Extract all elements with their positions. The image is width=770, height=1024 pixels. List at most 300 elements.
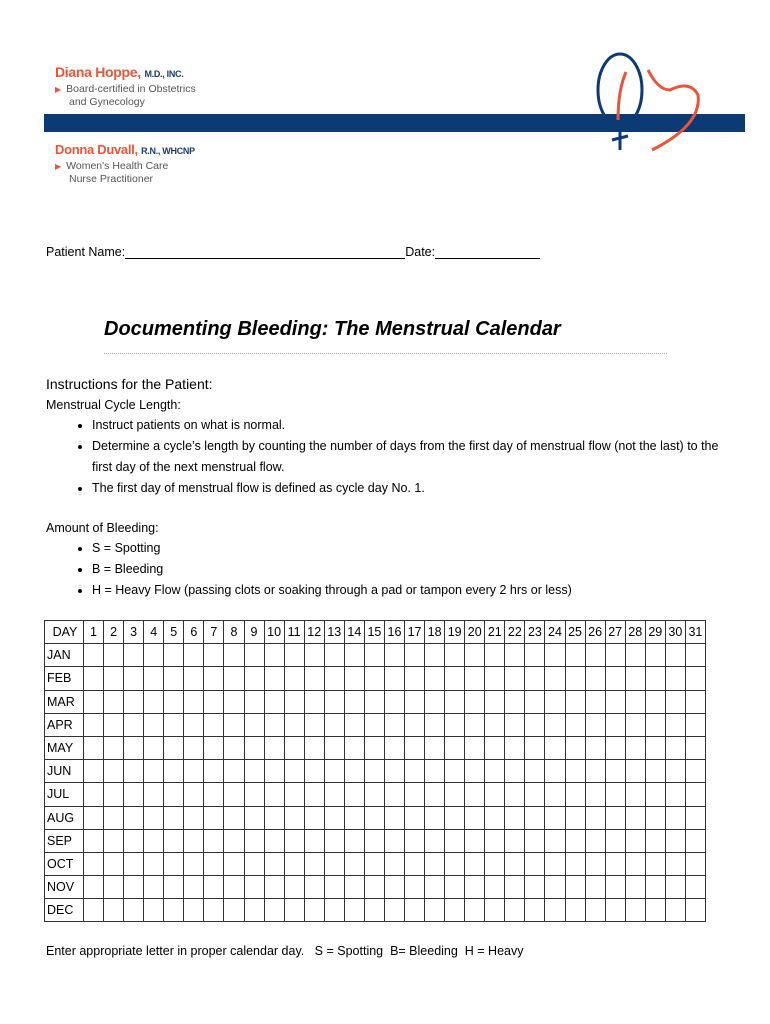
calendar-day-cell[interactable] bbox=[445, 829, 465, 852]
calendar-day-cell[interactable] bbox=[625, 690, 645, 713]
calendar-day-cell[interactable] bbox=[384, 667, 404, 690]
calendar-day-cell[interactable] bbox=[545, 644, 565, 667]
calendar-day-cell[interactable] bbox=[625, 736, 645, 759]
calendar-day-cell[interactable] bbox=[124, 667, 144, 690]
calendar-day-cell[interactable] bbox=[565, 829, 585, 852]
calendar-day-cell[interactable] bbox=[184, 736, 204, 759]
calendar-day-cell[interactable] bbox=[505, 644, 525, 667]
calendar-day-cell[interactable] bbox=[685, 899, 705, 922]
calendar-day-cell[interactable] bbox=[565, 852, 585, 875]
calendar-day-cell[interactable] bbox=[384, 783, 404, 806]
calendar-day-cell[interactable] bbox=[124, 829, 144, 852]
calendar-day-cell[interactable] bbox=[384, 852, 404, 875]
calendar-day-cell[interactable] bbox=[605, 760, 625, 783]
calendar-day-cell[interactable] bbox=[565, 667, 585, 690]
calendar-day-cell[interactable] bbox=[405, 829, 425, 852]
calendar-day-cell[interactable] bbox=[344, 829, 364, 852]
calendar-day-cell[interactable] bbox=[324, 806, 344, 829]
calendar-day-cell[interactable] bbox=[445, 806, 465, 829]
calendar-day-cell[interactable] bbox=[244, 806, 264, 829]
calendar-day-cell[interactable] bbox=[284, 852, 304, 875]
calendar-day-cell[interactable] bbox=[465, 760, 485, 783]
calendar-day-cell[interactable] bbox=[324, 876, 344, 899]
calendar-day-cell[interactable] bbox=[164, 829, 184, 852]
calendar-day-cell[interactable] bbox=[605, 690, 625, 713]
calendar-day-cell[interactable] bbox=[465, 783, 485, 806]
calendar-day-cell[interactable] bbox=[124, 876, 144, 899]
calendar-day-cell[interactable] bbox=[445, 667, 465, 690]
calendar-day-cell[interactable] bbox=[525, 899, 545, 922]
calendar-day-cell[interactable] bbox=[384, 899, 404, 922]
calendar-day-cell[interactable] bbox=[284, 876, 304, 899]
calendar-day-cell[interactable] bbox=[505, 713, 525, 736]
calendar-day-cell[interactable] bbox=[465, 690, 485, 713]
calendar-day-cell[interactable] bbox=[244, 667, 264, 690]
calendar-day-cell[interactable] bbox=[344, 690, 364, 713]
calendar-day-cell[interactable] bbox=[324, 829, 344, 852]
calendar-day-cell[interactable] bbox=[104, 783, 124, 806]
calendar-day-cell[interactable] bbox=[665, 806, 685, 829]
calendar-day-cell[interactable] bbox=[264, 667, 284, 690]
calendar-day-cell[interactable] bbox=[585, 829, 605, 852]
calendar-day-cell[interactable] bbox=[465, 806, 485, 829]
calendar-day-cell[interactable] bbox=[204, 899, 224, 922]
calendar-day-cell[interactable] bbox=[485, 899, 505, 922]
calendar-day-cell[interactable] bbox=[585, 713, 605, 736]
calendar-day-cell[interactable] bbox=[184, 829, 204, 852]
calendar-day-cell[interactable] bbox=[124, 736, 144, 759]
calendar-day-cell[interactable] bbox=[284, 644, 304, 667]
calendar-day-cell[interactable] bbox=[244, 760, 264, 783]
calendar-day-cell[interactable] bbox=[505, 899, 525, 922]
calendar-day-cell[interactable] bbox=[665, 690, 685, 713]
calendar-day-cell[interactable] bbox=[264, 899, 284, 922]
calendar-day-cell[interactable] bbox=[84, 760, 104, 783]
calendar-day-cell[interactable] bbox=[264, 713, 284, 736]
calendar-day-cell[interactable] bbox=[405, 783, 425, 806]
calendar-day-cell[interactable] bbox=[344, 899, 364, 922]
calendar-day-cell[interactable] bbox=[505, 876, 525, 899]
calendar-day-cell[interactable] bbox=[685, 713, 705, 736]
calendar-day-cell[interactable] bbox=[364, 690, 384, 713]
calendar-day-cell[interactable] bbox=[505, 760, 525, 783]
calendar-day-cell[interactable] bbox=[605, 899, 625, 922]
calendar-day-cell[interactable] bbox=[625, 829, 645, 852]
calendar-day-cell[interactable] bbox=[244, 736, 264, 759]
calendar-day-cell[interactable] bbox=[425, 806, 445, 829]
calendar-day-cell[interactable] bbox=[525, 667, 545, 690]
calendar-day-cell[interactable] bbox=[605, 713, 625, 736]
calendar-day-cell[interactable] bbox=[465, 829, 485, 852]
calendar-day-cell[interactable] bbox=[425, 736, 445, 759]
calendar-day-cell[interactable] bbox=[525, 644, 545, 667]
calendar-day-cell[interactable] bbox=[104, 644, 124, 667]
calendar-day-cell[interactable] bbox=[445, 899, 465, 922]
calendar-day-cell[interactable] bbox=[184, 690, 204, 713]
calendar-day-cell[interactable] bbox=[645, 690, 665, 713]
calendar-day-cell[interactable] bbox=[445, 783, 465, 806]
calendar-day-cell[interactable] bbox=[144, 690, 164, 713]
calendar-day-cell[interactable] bbox=[545, 667, 565, 690]
calendar-day-cell[interactable] bbox=[445, 760, 465, 783]
calendar-day-cell[interactable] bbox=[144, 760, 164, 783]
calendar-day-cell[interactable] bbox=[605, 829, 625, 852]
calendar-day-cell[interactable] bbox=[344, 736, 364, 759]
calendar-day-cell[interactable] bbox=[605, 644, 625, 667]
calendar-day-cell[interactable] bbox=[324, 783, 344, 806]
calendar-day-cell[interactable] bbox=[204, 852, 224, 875]
calendar-day-cell[interactable] bbox=[605, 783, 625, 806]
calendar-day-cell[interactable] bbox=[84, 690, 104, 713]
calendar-day-cell[interactable] bbox=[605, 876, 625, 899]
calendar-day-cell[interactable] bbox=[164, 783, 184, 806]
calendar-day-cell[interactable] bbox=[284, 899, 304, 922]
calendar-day-cell[interactable] bbox=[625, 644, 645, 667]
calendar-day-cell[interactable] bbox=[104, 899, 124, 922]
calendar-day-cell[interactable] bbox=[164, 899, 184, 922]
calendar-day-cell[interactable] bbox=[405, 760, 425, 783]
calendar-day-cell[interactable] bbox=[244, 644, 264, 667]
calendar-day-cell[interactable] bbox=[585, 667, 605, 690]
calendar-day-cell[interactable] bbox=[525, 829, 545, 852]
calendar-day-cell[interactable] bbox=[84, 783, 104, 806]
calendar-day-cell[interactable] bbox=[224, 690, 244, 713]
calendar-day-cell[interactable] bbox=[204, 644, 224, 667]
calendar-day-cell[interactable] bbox=[184, 783, 204, 806]
calendar-day-cell[interactable] bbox=[104, 829, 124, 852]
calendar-day-cell[interactable] bbox=[525, 690, 545, 713]
calendar-day-cell[interactable] bbox=[84, 876, 104, 899]
calendar-day-cell[interactable] bbox=[405, 667, 425, 690]
calendar-day-cell[interactable] bbox=[304, 852, 324, 875]
calendar-day-cell[interactable] bbox=[124, 760, 144, 783]
calendar-day-cell[interactable] bbox=[545, 876, 565, 899]
calendar-day-cell[interactable] bbox=[204, 876, 224, 899]
calendar-day-cell[interactable] bbox=[84, 644, 104, 667]
calendar-day-cell[interactable] bbox=[224, 783, 244, 806]
calendar-day-cell[interactable] bbox=[585, 690, 605, 713]
calendar-day-cell[interactable] bbox=[104, 806, 124, 829]
calendar-day-cell[interactable] bbox=[224, 667, 244, 690]
calendar-day-cell[interactable] bbox=[565, 690, 585, 713]
calendar-day-cell[interactable] bbox=[284, 806, 304, 829]
calendar-day-cell[interactable] bbox=[425, 760, 445, 783]
calendar-day-cell[interactable] bbox=[605, 806, 625, 829]
calendar-day-cell[interactable] bbox=[364, 736, 384, 759]
calendar-day-cell[interactable] bbox=[204, 806, 224, 829]
calendar-day-cell[interactable] bbox=[525, 852, 545, 875]
calendar-day-cell[interactable] bbox=[625, 876, 645, 899]
calendar-day-cell[interactable] bbox=[84, 899, 104, 922]
calendar-day-cell[interactable] bbox=[224, 852, 244, 875]
calendar-day-cell[interactable] bbox=[405, 644, 425, 667]
calendar-day-cell[interactable] bbox=[144, 829, 164, 852]
calendar-day-cell[interactable] bbox=[344, 876, 364, 899]
calendar-day-cell[interactable] bbox=[164, 852, 184, 875]
calendar-day-cell[interactable] bbox=[565, 899, 585, 922]
calendar-day-cell[interactable] bbox=[665, 667, 685, 690]
calendar-day-cell[interactable] bbox=[204, 829, 224, 852]
calendar-day-cell[interactable] bbox=[565, 736, 585, 759]
calendar-day-cell[interactable] bbox=[184, 713, 204, 736]
calendar-day-cell[interactable] bbox=[445, 852, 465, 875]
calendar-day-cell[interactable] bbox=[625, 899, 645, 922]
calendar-day-cell[interactable] bbox=[304, 829, 324, 852]
calendar-day-cell[interactable] bbox=[685, 806, 705, 829]
calendar-day-cell[interactable] bbox=[164, 713, 184, 736]
calendar-day-cell[interactable] bbox=[645, 713, 665, 736]
calendar-day-cell[interactable] bbox=[445, 876, 465, 899]
calendar-day-cell[interactable] bbox=[645, 736, 665, 759]
calendar-day-cell[interactable] bbox=[364, 783, 384, 806]
calendar-day-cell[interactable] bbox=[505, 667, 525, 690]
calendar-day-cell[interactable] bbox=[244, 899, 264, 922]
calendar-day-cell[interactable] bbox=[405, 806, 425, 829]
calendar-day-cell[interactable] bbox=[184, 760, 204, 783]
calendar-day-cell[interactable] bbox=[465, 876, 485, 899]
calendar-day-cell[interactable] bbox=[284, 783, 304, 806]
calendar-day-cell[interactable] bbox=[665, 760, 685, 783]
calendar-day-cell[interactable] bbox=[124, 899, 144, 922]
calendar-day-cell[interactable] bbox=[144, 783, 164, 806]
calendar-day-cell[interactable] bbox=[144, 644, 164, 667]
calendar-day-cell[interactable] bbox=[384, 713, 404, 736]
calendar-day-cell[interactable] bbox=[104, 736, 124, 759]
calendar-day-cell[interactable] bbox=[84, 736, 104, 759]
calendar-day-cell[interactable] bbox=[304, 899, 324, 922]
calendar-day-cell[interactable] bbox=[204, 713, 224, 736]
calendar-day-cell[interactable] bbox=[244, 713, 264, 736]
calendar-day-cell[interactable] bbox=[324, 760, 344, 783]
calendar-day-cell[interactable] bbox=[525, 876, 545, 899]
calendar-day-cell[interactable] bbox=[425, 690, 445, 713]
calendar-day-cell[interactable] bbox=[645, 644, 665, 667]
calendar-day-cell[interactable] bbox=[84, 806, 104, 829]
calendar-day-cell[interactable] bbox=[585, 736, 605, 759]
calendar-day-cell[interactable] bbox=[104, 690, 124, 713]
calendar-day-cell[interactable] bbox=[364, 713, 384, 736]
calendar-day-cell[interactable] bbox=[344, 713, 364, 736]
calendar-day-cell[interactable] bbox=[645, 806, 665, 829]
calendar-day-cell[interactable] bbox=[485, 644, 505, 667]
calendar-day-cell[interactable] bbox=[665, 736, 685, 759]
calendar-day-cell[interactable] bbox=[465, 852, 485, 875]
calendar-day-cell[interactable] bbox=[384, 806, 404, 829]
calendar-day-cell[interactable] bbox=[565, 876, 585, 899]
calendar-day-cell[interactable] bbox=[485, 736, 505, 759]
calendar-day-cell[interactable] bbox=[485, 667, 505, 690]
calendar-day-cell[interactable] bbox=[164, 760, 184, 783]
calendar-day-cell[interactable] bbox=[344, 852, 364, 875]
calendar-day-cell[interactable] bbox=[425, 667, 445, 690]
calendar-day-cell[interactable] bbox=[685, 783, 705, 806]
calendar-day-cell[interactable] bbox=[545, 783, 565, 806]
calendar-day-cell[interactable] bbox=[525, 760, 545, 783]
calendar-day-cell[interactable] bbox=[144, 736, 164, 759]
calendar-day-cell[interactable] bbox=[625, 667, 645, 690]
calendar-day-cell[interactable] bbox=[505, 783, 525, 806]
calendar-day-cell[interactable] bbox=[565, 783, 585, 806]
calendar-day-cell[interactable] bbox=[565, 760, 585, 783]
calendar-day-cell[interactable] bbox=[565, 644, 585, 667]
calendar-day-cell[interactable] bbox=[445, 690, 465, 713]
calendar-day-cell[interactable] bbox=[665, 829, 685, 852]
calendar-day-cell[interactable] bbox=[304, 806, 324, 829]
calendar-day-cell[interactable] bbox=[405, 713, 425, 736]
calendar-day-cell[interactable] bbox=[585, 783, 605, 806]
calendar-day-cell[interactable] bbox=[685, 829, 705, 852]
calendar-day-cell[interactable] bbox=[625, 713, 645, 736]
calendar-day-cell[interactable] bbox=[104, 760, 124, 783]
calendar-day-cell[interactable] bbox=[565, 713, 585, 736]
calendar-day-cell[interactable] bbox=[124, 644, 144, 667]
calendar-day-cell[interactable] bbox=[304, 667, 324, 690]
calendar-day-cell[interactable] bbox=[84, 829, 104, 852]
calendar-day-cell[interactable] bbox=[384, 690, 404, 713]
calendar-day-cell[interactable] bbox=[665, 876, 685, 899]
calendar-day-cell[interactable] bbox=[264, 644, 284, 667]
calendar-day-cell[interactable] bbox=[304, 736, 324, 759]
calendar-day-cell[interactable] bbox=[405, 736, 425, 759]
calendar-day-cell[interactable] bbox=[645, 829, 665, 852]
calendar-day-cell[interactable] bbox=[545, 829, 565, 852]
calendar-day-cell[interactable] bbox=[605, 736, 625, 759]
calendar-day-cell[interactable] bbox=[505, 806, 525, 829]
calendar-day-cell[interactable] bbox=[124, 852, 144, 875]
calendar-day-cell[interactable] bbox=[184, 876, 204, 899]
calendar-day-cell[interactable] bbox=[224, 760, 244, 783]
date-field[interactable] bbox=[435, 246, 540, 259]
calendar-day-cell[interactable] bbox=[184, 644, 204, 667]
calendar-day-cell[interactable] bbox=[685, 876, 705, 899]
calendar-day-cell[interactable] bbox=[244, 876, 264, 899]
calendar-day-cell[interactable] bbox=[364, 829, 384, 852]
calendar-day-cell[interactable] bbox=[605, 667, 625, 690]
calendar-day-cell[interactable] bbox=[264, 806, 284, 829]
calendar-day-cell[interactable] bbox=[144, 876, 164, 899]
calendar-day-cell[interactable] bbox=[545, 852, 565, 875]
calendar-day-cell[interactable] bbox=[485, 783, 505, 806]
calendar-day-cell[interactable] bbox=[625, 852, 645, 875]
calendar-day-cell[interactable] bbox=[665, 852, 685, 875]
calendar-day-cell[interactable] bbox=[545, 736, 565, 759]
calendar-day-cell[interactable] bbox=[585, 644, 605, 667]
calendar-day-cell[interactable] bbox=[324, 713, 344, 736]
calendar-day-cell[interactable] bbox=[384, 829, 404, 852]
calendar-day-cell[interactable] bbox=[364, 852, 384, 875]
calendar-day-cell[interactable] bbox=[224, 736, 244, 759]
calendar-day-cell[interactable] bbox=[224, 899, 244, 922]
calendar-day-cell[interactable] bbox=[144, 806, 164, 829]
calendar-day-cell[interactable] bbox=[184, 852, 204, 875]
calendar-day-cell[interactable] bbox=[685, 644, 705, 667]
calendar-day-cell[interactable] bbox=[405, 876, 425, 899]
calendar-day-cell[interactable] bbox=[425, 783, 445, 806]
calendar-day-cell[interactable] bbox=[184, 667, 204, 690]
patient-name-field[interactable] bbox=[125, 246, 405, 259]
calendar-day-cell[interactable] bbox=[485, 760, 505, 783]
calendar-day-cell[interactable] bbox=[445, 713, 465, 736]
calendar-day-cell[interactable] bbox=[605, 852, 625, 875]
calendar-day-cell[interactable] bbox=[625, 806, 645, 829]
calendar-day-cell[interactable] bbox=[284, 667, 304, 690]
calendar-day-cell[interactable] bbox=[665, 783, 685, 806]
calendar-day-cell[interactable] bbox=[685, 736, 705, 759]
calendar-day-cell[interactable] bbox=[244, 829, 264, 852]
calendar-day-cell[interactable] bbox=[264, 736, 284, 759]
calendar-day-cell[interactable] bbox=[104, 876, 124, 899]
calendar-day-cell[interactable] bbox=[585, 899, 605, 922]
calendar-day-cell[interactable] bbox=[445, 736, 465, 759]
calendar-day-cell[interactable] bbox=[104, 852, 124, 875]
calendar-day-cell[interactable] bbox=[384, 644, 404, 667]
calendar-day-cell[interactable] bbox=[625, 760, 645, 783]
calendar-day-cell[interactable] bbox=[445, 644, 465, 667]
calendar-day-cell[interactable] bbox=[324, 690, 344, 713]
calendar-day-cell[interactable] bbox=[124, 690, 144, 713]
calendar-day-cell[interactable] bbox=[465, 667, 485, 690]
calendar-day-cell[interactable] bbox=[84, 667, 104, 690]
calendar-day-cell[interactable] bbox=[485, 829, 505, 852]
calendar-day-cell[interactable] bbox=[364, 899, 384, 922]
calendar-day-cell[interactable] bbox=[144, 713, 164, 736]
calendar-day-cell[interactable] bbox=[304, 783, 324, 806]
calendar-day-cell[interactable] bbox=[485, 713, 505, 736]
calendar-day-cell[interactable] bbox=[425, 899, 445, 922]
calendar-day-cell[interactable] bbox=[405, 690, 425, 713]
calendar-day-cell[interactable] bbox=[585, 806, 605, 829]
calendar-day-cell[interactable] bbox=[545, 760, 565, 783]
calendar-day-cell[interactable] bbox=[324, 899, 344, 922]
calendar-day-cell[interactable] bbox=[505, 690, 525, 713]
calendar-day-cell[interactable] bbox=[244, 690, 264, 713]
calendar-day-cell[interactable] bbox=[304, 713, 324, 736]
calendar-day-cell[interactable] bbox=[565, 806, 585, 829]
calendar-day-cell[interactable] bbox=[344, 667, 364, 690]
calendar-day-cell[interactable] bbox=[184, 899, 204, 922]
calendar-day-cell[interactable] bbox=[364, 644, 384, 667]
calendar-day-cell[interactable] bbox=[164, 806, 184, 829]
calendar-day-cell[interactable] bbox=[224, 806, 244, 829]
calendar-day-cell[interactable] bbox=[425, 713, 445, 736]
calendar-day-cell[interactable] bbox=[525, 806, 545, 829]
calendar-day-cell[interactable] bbox=[665, 644, 685, 667]
calendar-day-cell[interactable] bbox=[264, 876, 284, 899]
calendar-day-cell[interactable] bbox=[184, 806, 204, 829]
calendar-day-cell[interactable] bbox=[505, 829, 525, 852]
calendar-day-cell[interactable] bbox=[344, 644, 364, 667]
calendar-day-cell[interactable] bbox=[364, 876, 384, 899]
calendar-day-cell[interactable] bbox=[625, 783, 645, 806]
calendar-day-cell[interactable] bbox=[525, 736, 545, 759]
calendar-day-cell[interactable] bbox=[164, 690, 184, 713]
calendar-day-cell[interactable] bbox=[585, 760, 605, 783]
calendar-day-cell[interactable] bbox=[164, 644, 184, 667]
calendar-day-cell[interactable] bbox=[545, 806, 565, 829]
calendar-day-cell[interactable] bbox=[144, 667, 164, 690]
calendar-day-cell[interactable] bbox=[124, 713, 144, 736]
calendar-day-cell[interactable] bbox=[425, 852, 445, 875]
calendar-day-cell[interactable] bbox=[104, 667, 124, 690]
calendar-day-cell[interactable] bbox=[324, 736, 344, 759]
calendar-day-cell[interactable] bbox=[264, 852, 284, 875]
calendar-day-cell[interactable] bbox=[505, 852, 525, 875]
calendar-day-cell[interactable] bbox=[344, 806, 364, 829]
calendar-day-cell[interactable] bbox=[505, 736, 525, 759]
calendar-day-cell[interactable] bbox=[144, 899, 164, 922]
calendar-day-cell[interactable] bbox=[284, 829, 304, 852]
calendar-day-cell[interactable] bbox=[364, 806, 384, 829]
